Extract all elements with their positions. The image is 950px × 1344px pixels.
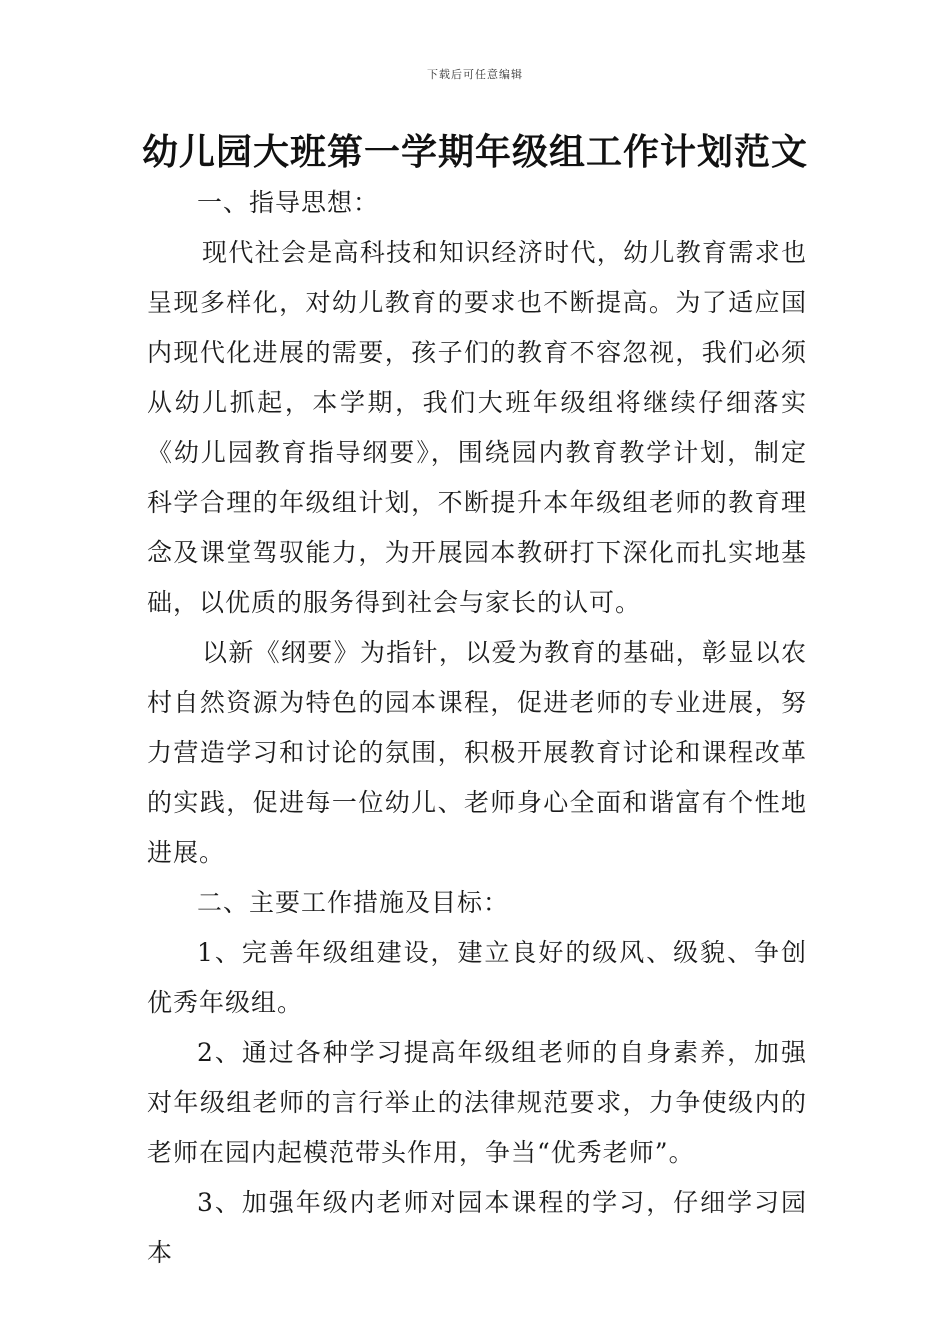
section-heading-guiding-thought: 一、指导思想： [197, 188, 380, 217]
paragraph-modern-society: 现代社会是高科技和知识经济时代，幼儿教育需求也呈现多样化，对幼儿教育的要求也不断提高。为了适应国内现代化进展的需要，孩子们的教育不容忽视，我们必须从幼儿抓起，本学期，我们大班年级组将继续仔细落实《幼儿园教育指导纲要》，围绕园内教育教学计划，制定科学合理的年级组计划，不断提升本年级组老师的教育理念及课堂驾驭能力，为开展园本教研打下深化而扎实地基础，以优质的服务得到社会与家长的认可。 [147, 238, 807, 617]
list-item-3: 3、加强年级内老师对园本课程的学习，仔细学习园本 [147, 1188, 807, 1267]
list-item-2: 2、通过各种学习提高年级组老师的自身素养，加强对年级组老师的言行举止的法律规范要求，力争使级内的老师在园内起模范带头作用，争当“优秀老师”。 [147, 1038, 807, 1167]
paragraph-new-outline: 以新《纲要》为指针，以爱为教育的基础，彰显以农村自然资源为特色的园本课程，促进老师的专业进展，努力营造学习和讨论的氛围，积极开展教育讨论和课程改革的实践，促进每一位幼儿、老师身心全面和谐富有个性地进展。 [147, 638, 807, 867]
document-title: 幼儿园大班第一学期年级组工作计划范文 [141, 132, 808, 173]
document-body [147, 178, 807, 1278]
list-item-1: 1、完善年级组建设，建立良好的级风、级貌、争创优秀年级组。 [147, 938, 807, 1017]
section-heading-main-measures: 二、主要工作措施及目标： [197, 888, 510, 917]
header-note: 下载后可任意编辑 [427, 68, 523, 81]
